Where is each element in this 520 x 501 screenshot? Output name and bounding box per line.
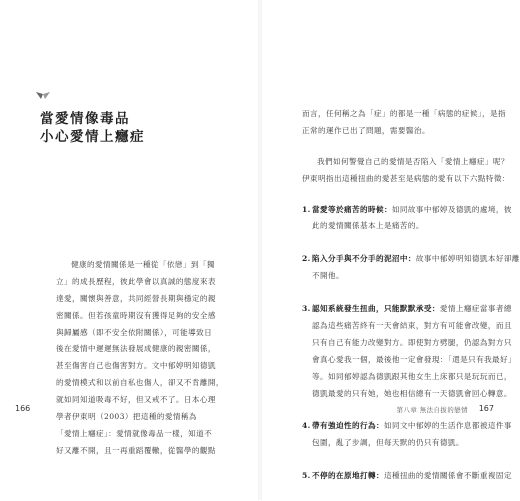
- chapter-section-title-line-1: 當愛情像毒品: [40, 111, 130, 127]
- page-number-right: 167: [478, 404, 494, 413]
- body-line: 不開他。: [312, 271, 344, 281]
- list-number: 1.: [302, 204, 311, 214]
- list-number: 3.: [302, 304, 311, 314]
- list-item: [302, 202, 512, 236]
- list-lead: 不停的在原地打轉：: [312, 471, 384, 481]
- running-head: 第八章 無法自拔的戀情: [396, 406, 468, 414]
- body-line: 我們如何警覺自己的愛情是否陷入「愛情上癮症」呢？: [317, 156, 509, 166]
- body-line: 而言，任何稱之為「症」的都是一種「病態的症候」，是指: [302, 109, 507, 118]
- body-line: 認為這些痛苦終有一天會結束，對方有可能會改變，而且: [312, 321, 512, 331]
- list-number: 5.: [302, 471, 311, 481]
- chapter-section-title-line-2: 小心愛情上癮症: [40, 129, 145, 145]
- body-line: 只有自己有能力改變對方。即使對方劈腿，仍認為對方只: [312, 337, 512, 347]
- body-line: 甚至傷害自己也傷害對方。文中郁婷明知德凱: [56, 361, 216, 371]
- list-number: 2.: [302, 254, 311, 264]
- body-line: 此的愛情關係基本上是痛苦的。: [312, 221, 424, 231]
- list-number: 4.: [302, 421, 311, 431]
- page-number-left: 166: [15, 404, 31, 413]
- body-line: 會真心愛我一個，最後他一定會發現：「還是只有我最好」: [312, 354, 517, 364]
- body-line: 德凱最愛的只有她，她也相信總有一天德凱會回心轉意。: [312, 388, 512, 398]
- list-lead: 陷入分手與不分手的泥沼中：: [312, 254, 416, 264]
- list-text: 如同文中郁婷的生活作息都被這件事: [383, 421, 512, 431]
- list-item: [302, 251, 520, 285]
- body-line: 密關係。但若孩童時期沒有獲得足夠的安全感: [56, 310, 216, 320]
- body-line: 立」的成長歷程，彼此學會以真誠的態度來表: [56, 276, 216, 286]
- body-line: 達愛，關懷與善意，共同經營長期與穩定的親: [56, 293, 216, 303]
- body-line: 「愛情上癮症」：愛情就像毒品一樣，知道不: [56, 428, 213, 438]
- list-text: 如同故事中郁婷及德凱的處境，彼: [391, 204, 512, 214]
- left-page: [0, 0, 258, 500]
- list-text: 這種扭曲的愛情關係會不斷重複固定: [383, 471, 512, 481]
- list-text: 愛情上癮症當事者總: [439, 304, 512, 314]
- body-line: 正常的運作已出了問題，需要醫治。: [302, 125, 430, 135]
- list-item: [302, 418, 512, 452]
- list-lead: 認知系統發生扭曲，只能默默承受：: [312, 304, 440, 314]
- list-item: [302, 301, 517, 402]
- right-body-text: [302, 106, 520, 501]
- body-line: 好又離不開，且一再重蹈覆轍，從醫學的觀點: [56, 445, 216, 455]
- body-line: 與歸屬感（即不安全依附關係），可能導致日: [56, 327, 213, 337]
- list-text: 故事中郁婷明知德凱本好卻離: [415, 254, 520, 264]
- body-line: 伊東明指出這種扭曲的愛甚至是病態的愛有以下六點特徵：: [302, 173, 510, 183]
- left-body-text: [56, 257, 228, 460]
- list-item: [302, 468, 512, 485]
- body-line: 健康的愛情關係是一種從「依戀」到「獨: [71, 260, 215, 269]
- list-lead: 當愛等於痛苦的時候：: [312, 204, 392, 214]
- body-line: 學者伊東明（2003）把這種的愛情稱為: [56, 412, 197, 422]
- list-lead: 帶有強迫性的行為：: [312, 421, 384, 431]
- intro-paragraph: [302, 106, 507, 140]
- body-line: 包圍，亂了步調，但每天默的仍只有德凱。: [312, 438, 464, 448]
- body-line: 就如同知道吸毒不好，但又戒不了。日本心理: [56, 395, 216, 405]
- body-line: 的愛情模式和以前自私也傷人，卻又不肯離開，: [56, 378, 224, 388]
- body-line: 後在愛情中遲遲無法發展成健康的親密關係，: [56, 344, 216, 354]
- ornament-icon: [36, 90, 50, 100]
- body-line: 等。如同郁婷認為德凱跟其他女生上床都只是玩玩而已，: [312, 371, 512, 381]
- question-paragraph: [302, 154, 510, 188]
